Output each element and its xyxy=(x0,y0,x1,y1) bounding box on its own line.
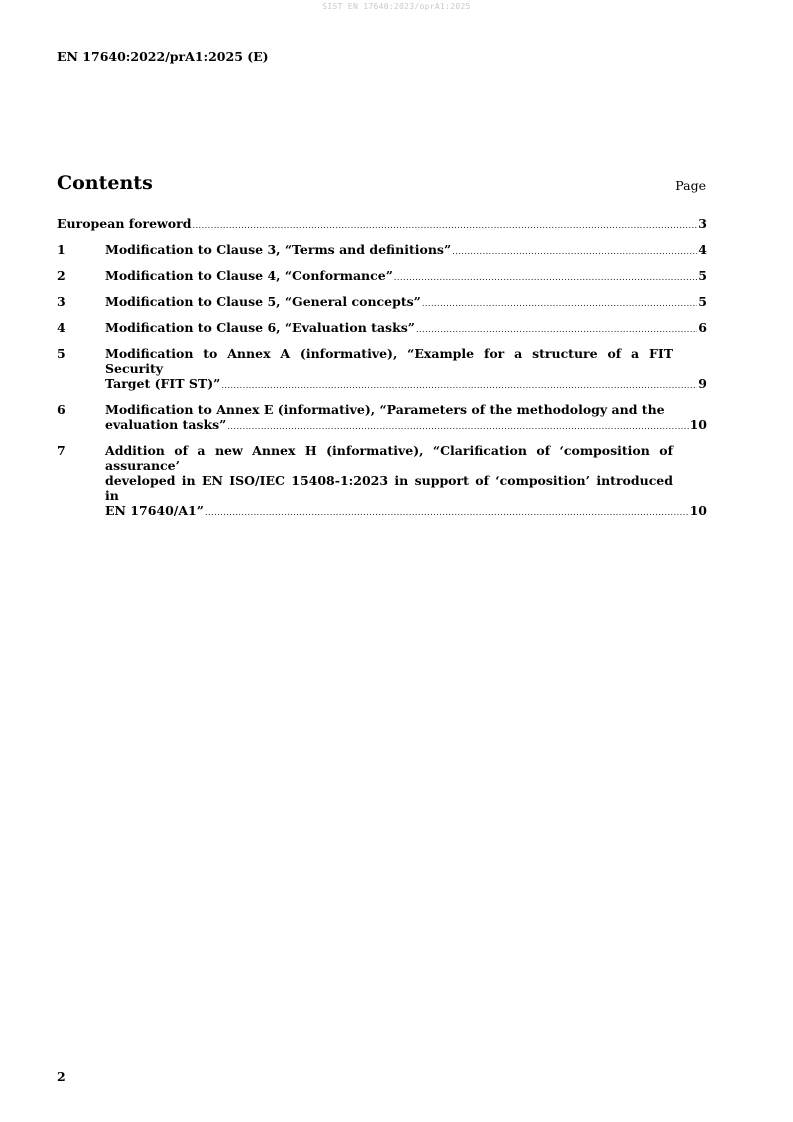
toc-entry-page: 5 xyxy=(698,268,707,283)
toc-entry-title: Modification to Clause 6, “Evaluation tasks” xyxy=(105,320,415,335)
toc-entry-page: 3 xyxy=(698,216,707,231)
toc-entry-page: 10 xyxy=(689,503,707,518)
toc-leader-dots xyxy=(422,296,697,311)
toc-entry-title: Modification to Clause 3, “Terms and definitions” xyxy=(105,242,452,257)
toc-entry-title: Modification to Clause 5, “General concepts” xyxy=(105,294,421,309)
contents-title: Contents xyxy=(57,172,153,194)
toc-leader-dots xyxy=(192,218,697,233)
toc-entry-foreword[interactable] xyxy=(57,216,707,233)
toc-entry-title: EN 17640/A1” xyxy=(105,503,204,518)
toc-leader-dots xyxy=(416,322,697,337)
toc-entry-number: 4 xyxy=(57,320,66,335)
toc-entry-title: Modification to Clause 4, “Conformance” xyxy=(105,268,393,283)
toc-entry-number: 7 xyxy=(57,443,66,458)
contents-heading xyxy=(57,172,707,198)
watermark-text: SIST EN 17640:2023/oprA1:2025 xyxy=(322,2,471,11)
toc-entry-page: 4 xyxy=(698,242,707,257)
toc-leader-dots xyxy=(394,270,697,285)
toc-entry-title-line: Modification to Annex A (informative), “Example for a structure of a FIT Security xyxy=(105,346,673,376)
page-column-label: Page xyxy=(675,178,706,193)
toc-entry-5[interactable] xyxy=(57,346,707,393)
table-of-contents xyxy=(57,216,707,529)
toc-leader-dots xyxy=(205,505,689,520)
toc-entry-1[interactable] xyxy=(57,242,707,259)
toc-entry-title: evaluation tasks” xyxy=(105,417,227,432)
toc-entry-number: 6 xyxy=(57,402,66,417)
toc-entry-number: 3 xyxy=(57,294,66,309)
toc-leader-dots xyxy=(221,378,697,393)
toc-leader-dots xyxy=(227,419,688,434)
toc-entry-number: 1 xyxy=(57,242,66,257)
toc-entry-page: 6 xyxy=(698,320,707,335)
toc-entry-title-line: Modification to Annex E (informative), “Parameters of the methodology and the xyxy=(105,402,665,417)
toc-leader-dots xyxy=(452,244,697,259)
toc-entry-title: Target (FIT ST)” xyxy=(105,376,221,391)
toc-entry-3[interactable] xyxy=(57,294,707,311)
toc-entry-page: 5 xyxy=(698,294,707,309)
toc-entry-page: 9 xyxy=(698,376,707,391)
toc-entry-title-line: Addition of a new Annex H (informative), “Clarification of ‘composition of assurance’ xyxy=(105,443,673,473)
toc-entry-title-line: developed in EN ISO/IEC 15408-1:2023 in support of ‘composition’ introduced in xyxy=(105,473,673,503)
document-id-header: EN 17640:2022/prA1:2025 (E) xyxy=(57,49,269,64)
toc-entry-4[interactable] xyxy=(57,320,707,337)
toc-entry-6[interactable] xyxy=(57,402,707,434)
toc-entry-2[interactable] xyxy=(57,268,707,285)
toc-entry-title: European foreword xyxy=(57,216,192,231)
toc-entry-7[interactable] xyxy=(57,443,707,520)
toc-entry-number: 2 xyxy=(57,268,66,283)
toc-entry-page: 10 xyxy=(689,417,707,432)
page-number: 2 xyxy=(57,1069,66,1084)
toc-entry-number: 5 xyxy=(57,346,66,361)
